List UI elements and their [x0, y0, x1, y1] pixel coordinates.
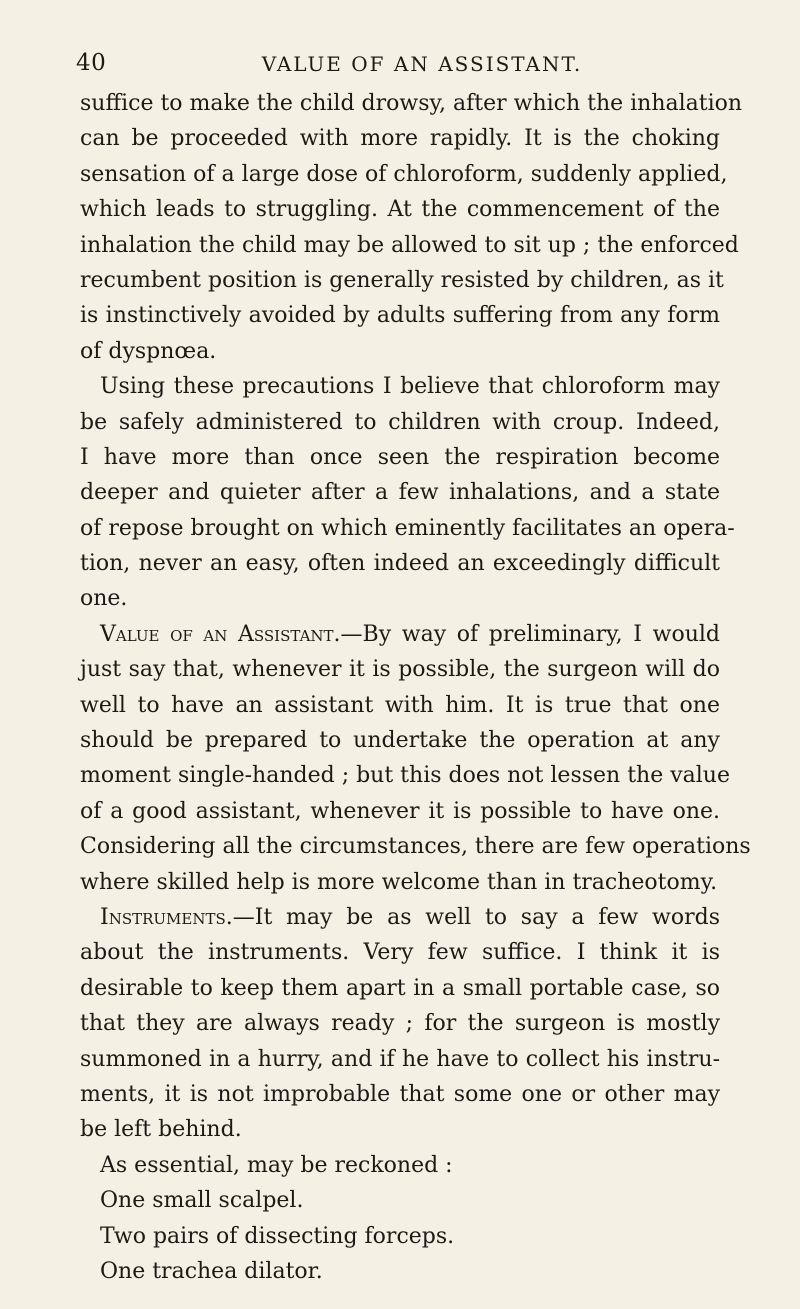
text-line: be safely administered to children with croup. Indeed, — [80, 409, 720, 435]
text-line: where skilled help is more welcome than in tracheotomy. — [80, 869, 718, 895]
text-line — [80, 900, 720, 935]
text-line: moment single-handed ; but this does not lessen the value — [80, 763, 730, 789]
text-line: can be proceeded with more rapidly. It is the choking — [80, 126, 720, 152]
text-line: which leads to struggling. At the commencement of the — [80, 197, 720, 223]
text-line: about the instruments. Very few suffice. I think it is — [80, 940, 720, 966]
text-line: sensation of a large dose of chloroform, suddenly applied, — [80, 161, 728, 187]
paragraph-1 — [80, 86, 743, 369]
text-line: recumbent position is generally resisted by children, as it — [80, 267, 724, 293]
text-line: is instinctively avoided by adults suffering from any form — [80, 303, 720, 329]
list-intro: As essential, may be reckoned : — [100, 1152, 453, 1178]
text-line: of a good assistant, whenever it is possible to have one. — [80, 798, 720, 824]
body-text — [80, 86, 751, 1289]
text-line: of repose brought on which eminently facilitates an opera- — [80, 515, 735, 541]
list-item: One small scalpel. — [100, 1188, 304, 1214]
text-line: suffice to make the child drowsy, after which the inhalation — [80, 91, 743, 116]
list-item: Two pairs of dissecting forceps. — [100, 1223, 455, 1249]
heading-line-rest: —It may be as well to say a few words — [232, 904, 720, 930]
running-head: VALUE OF AN ASSISTANT. — [261, 52, 583, 76]
text-line: that they are always ready ; for the surgeon is mostly — [80, 1011, 720, 1037]
text-line: should be prepared to undertake the operation at any — [80, 728, 720, 754]
paragraph-5 — [80, 1148, 720, 1290]
section-heading-assistant: Value of an Assistant. — [100, 621, 341, 647]
text-line: well to have an assistant with him. It is true that one — [80, 692, 720, 718]
text-line: tion, never an easy, often indeed an exceedingly difficult — [80, 551, 720, 577]
text-line: be left behind. — [80, 1117, 242, 1143]
paragraph-2 — [80, 369, 735, 617]
text-line: Using these precautions I believe that chloroform may — [100, 374, 720, 400]
text-line: summoned in a hurry, and if he have to collect his instru- — [80, 1046, 720, 1072]
page-header — [76, 50, 728, 84]
text-line: desirable to keep them apart in a small portable case, so — [80, 975, 720, 1001]
list-item: One trachea dilator. — [100, 1258, 323, 1284]
text-line: deeper and quieter after a few inhalations, and a state — [80, 480, 720, 506]
text-line — [80, 617, 720, 652]
text-line: of dyspnœa. — [80, 338, 217, 364]
paragraph-3 — [80, 617, 751, 900]
paragraph-4 — [80, 900, 720, 1148]
text-line: one. — [80, 586, 128, 612]
page-number: 40 — [76, 50, 107, 76]
text-line: inhalation the child may be allowed to sit up ; the enforced — [80, 232, 739, 258]
text-line: ments, it is not improbable that some one or other may — [80, 1081, 720, 1107]
text-line: I have more than once seen the respiration become — [80, 444, 720, 470]
section-heading-instruments: Instruments. — [100, 904, 233, 930]
text-line: Considering all the circumstances, there are few operations — [80, 834, 751, 860]
heading-line-rest: —By way of preliminary, I would — [340, 621, 720, 647]
text-line: just say that, whenever it is possible, the surgeon will do — [80, 657, 720, 683]
